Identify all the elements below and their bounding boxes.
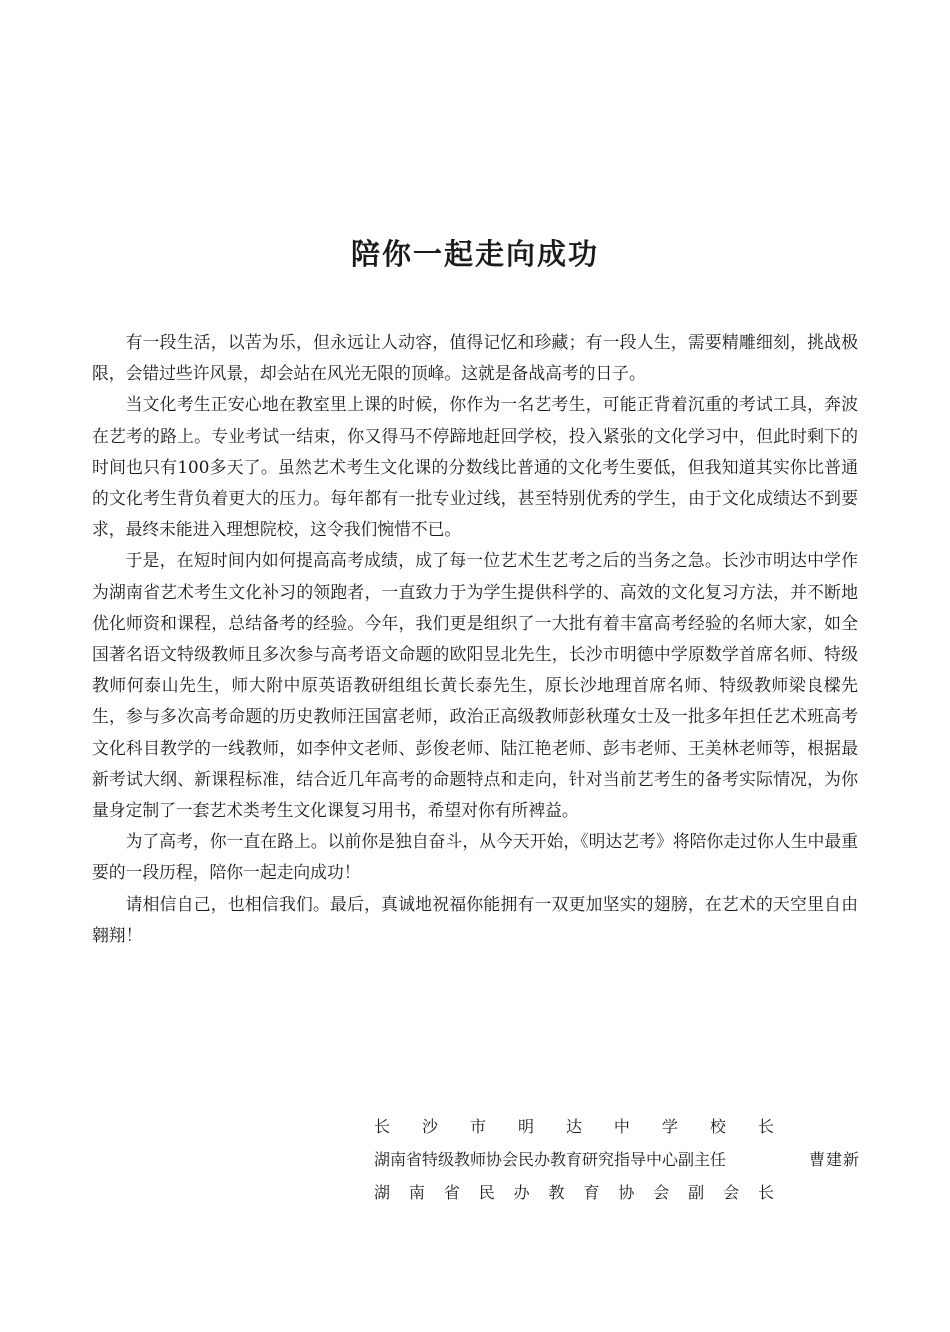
signature-title-3: 湖 南 省 民 办 教 育 协 会 副 会 长 — [374, 1183, 774, 1202]
signature-name: 曹建新 — [808, 1150, 860, 1169]
signature-block — [374, 1112, 860, 1211]
page-title: 陪你一起走向成功 — [350, 237, 599, 271]
paragraph-4: 为了高考，你一直在路上。以前你是独自奋斗，从今天开始，《明达艺考》将陪你走过你人生中最重要的一段历程，陪你一起走向成功！ — [92, 831, 858, 883]
signature-title-1: 长 沙 市 明 达 中 学 校 长 — [374, 1117, 774, 1136]
preface-body — [92, 327, 858, 951]
paragraph-2: 当文化考生正安心地在教室里上课的时候，你作为一名艺考生，可能正背着沉重的考试工具，奔波在艺考的路上。专业考试一结束，你又得马不停蹄地赶回学校，投入紧张的文化学习中，但此时剩下的时间也只有100多天了。虽然艺术考生文化课的分数线比普通的文化考生要低，但我知道其实你比普通的文化考生背负着更大的压力。每年都有一批专业过线，甚至特别优秀的学生，由于文化成绩达不到要求，最终未能进入理想院校，这令我们惋惜不已。 — [92, 394, 858, 540]
signature-title-2: 湖南省特级教师协会民办教育研究指导中心副主任 — [374, 1150, 727, 1169]
paragraph-5: 请相信自己，也相信我们。最后，真诚地祝福你能拥有一双更加坚实的翅膀，在艺术的天空里自由翱翔！ — [92, 893, 858, 945]
paragraph-3: 于是，在短时间内如何提高高考成绩，成了每一位艺术生艺考之后的当务之急。长沙市明达中学作为湖南省艺术考生文化补习的领跑者，一直致力于为学生提供科学的、高效的文化复习方法，并不断地优化师资和课程，总结备考的经验。今年，我们更是组织了一大批有着丰富高考经验的名师大家，如全国著名语文特级教师且多次参与高考语文命题的欧阳昱北先生，长沙市明德中学原数学首席名师、特级教师何泰山先生，师大附中原英语教研组组长黄长泰先生，原长沙地理首席名师、特级教师梁良樑先生，参与多次高考命题的历史教师汪国富老师，政治正高级教师彭秋瑾女士及一批多年担任艺术班高考文化科目教学的一线教师，如李仲文老师、彭俊老师、陆江艳老师、彭韦老师、王美林老师等，根据最新考试大纲、新课程标准，结合近几年高考的命题特点和走向，针对当前艺考生的备考实际情况，为你量身定制了一套艺术类考生文化课复习用书，希望对你有所裨益。 — [92, 550, 858, 821]
paragraph-1: 有一段生活，以苦为乐，但永远让人动容，值得记忆和珍藏；有一段人生，需要精雕细刻，挑战极限，会错过些许风景，却会站在风光无限的顶峰。这就是备战高考的日子。 — [92, 332, 858, 384]
